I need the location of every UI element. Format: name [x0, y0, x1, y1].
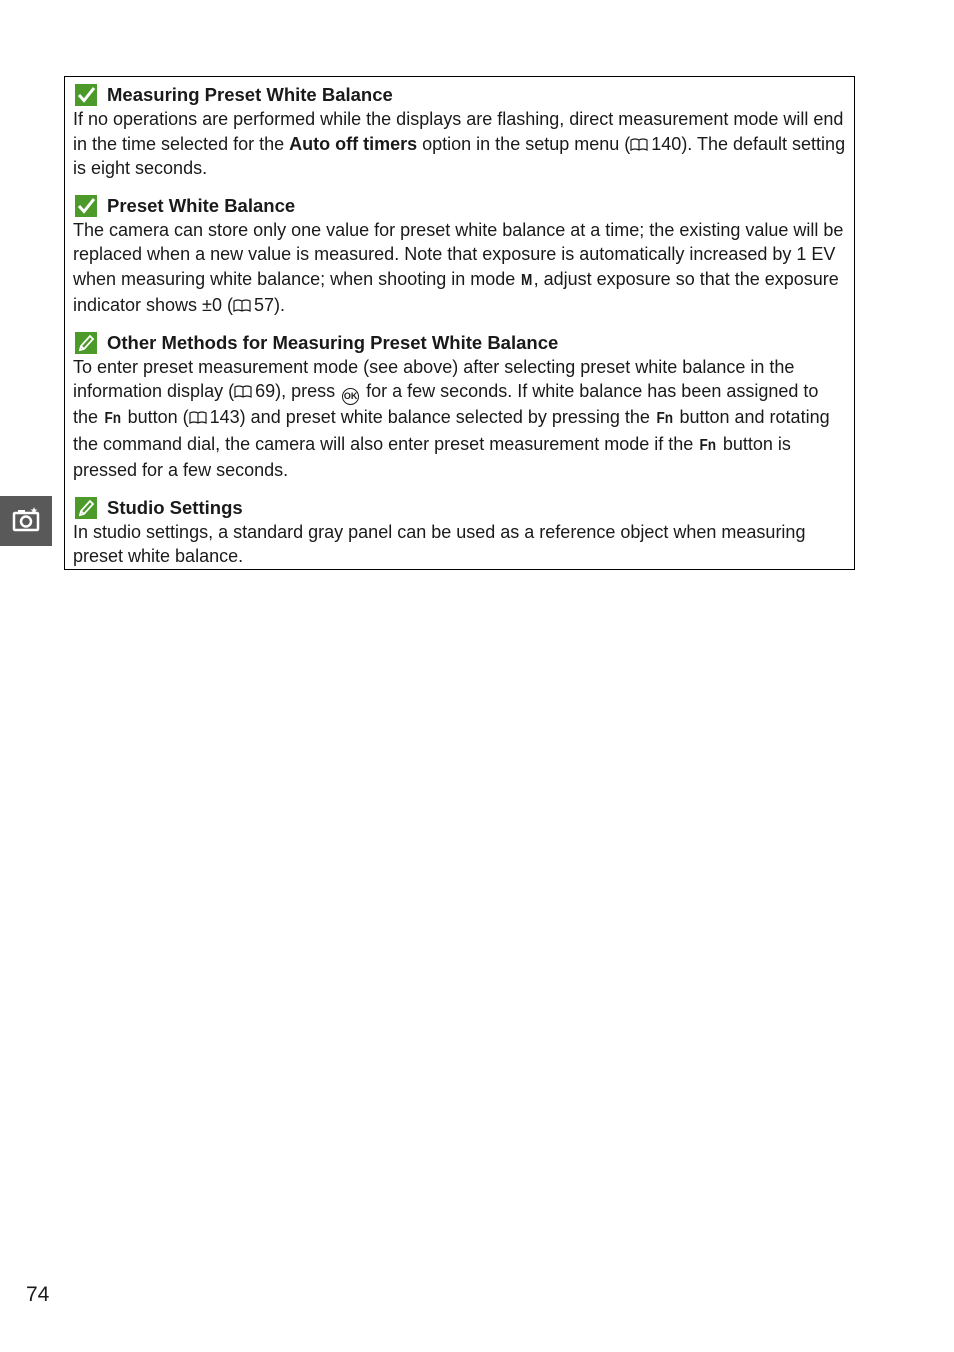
check-icon — [75, 195, 97, 217]
notes-box — [64, 76, 855, 570]
page-reference[interactable]: 140 — [651, 133, 682, 154]
book-reference-icon — [630, 138, 648, 151]
page-number: 74 — [26, 1283, 50, 1306]
note-text: To enter preset measurement mode (see above) after selecting preset white balance in the information display ( 69), press OK for a few seconds. If white balance has been assigned to the Fn button ( 143) and preset white balance selected by pressing the Fn button and rotating the command dial, the camera will also enter preset measurement mode if the Fn button is pressed for a few seconds. — [73, 356, 830, 480]
fn-button-label: Fn — [699, 436, 717, 454]
note-other-methods — [73, 331, 846, 483]
note-title: Studio Settings — [107, 496, 243, 518]
fn-button-label: Fn — [104, 410, 122, 427]
pencil-note-icon — [75, 332, 97, 354]
note-text: In studio settings, a standard gray panel can be used as a reference object when measuring preset white balance. — [73, 521, 806, 566]
note-title: Measuring Preset White Balance — [107, 84, 393, 105]
note-title: Preset White Balance — [107, 194, 296, 216]
page-reference[interactable]: 69 — [255, 381, 276, 401]
book-reference-icon — [189, 411, 207, 424]
page-reference[interactable]: 57 — [253, 295, 274, 315]
camera-shooting-menu-icon — [12, 506, 40, 537]
menu-option-name: Auto off timers — [289, 133, 418, 154]
mode-label: M — [521, 271, 533, 289]
note-text: If no operations are performed while the displays are flashing, direct measurement mode will end in the time selected for the Auto off timers option in the setup menu ( 140). The default setting is eight seconds. — [73, 109, 846, 178]
page-reference[interactable]: 143 — [209, 407, 240, 427]
note-measuring-preset — [73, 83, 846, 181]
book-reference-icon — [233, 299, 251, 312]
section-tab — [0, 496, 52, 546]
note-preset-white-balance — [73, 194, 846, 318]
note-text: The camera can store only one value for preset white balance at a time; the existing value will be replaced when a new value is measured. Note that exposure is automatically increased by 1 EV when measuring white balance; when shooting in mode M, adjust exposure so that the exposure indicator shows ±0 ( 57). — [73, 219, 844, 315]
ok-button-icon: OK — [342, 388, 359, 405]
check-icon — [75, 84, 97, 106]
book-reference-icon — [234, 385, 252, 398]
note-title: Other Methods for Measuring Preset White Balance — [107, 331, 559, 353]
fn-button-label: Fn — [656, 410, 674, 427]
note-studio-settings — [73, 496, 846, 569]
pencil-note-icon — [75, 497, 97, 519]
